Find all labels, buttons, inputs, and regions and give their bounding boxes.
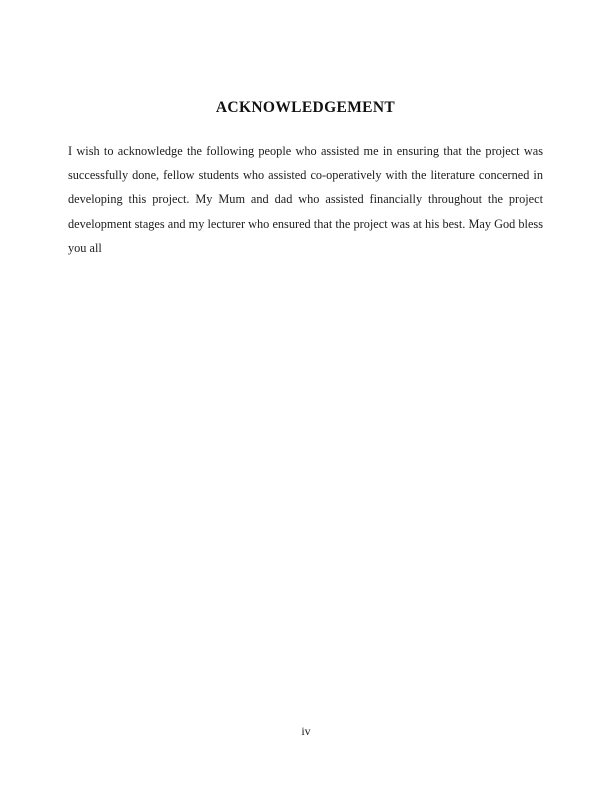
body-text-block [68,139,543,260]
page-number-footer: iv [301,724,311,738]
acknowledgement-paragraph: I wish to acknowledge the following people who assisted me in ensuring that the project was successfully done, fellow students who assisted co-operatively with the literature concerned in developing this project. My Mum and dad who assisted financially throughout the project development stages and my lecturer who ensured that the project was at his best. May God bless you all [68,144,543,255]
page-title: ACKNOWLEDGEMENT [215,99,396,116]
